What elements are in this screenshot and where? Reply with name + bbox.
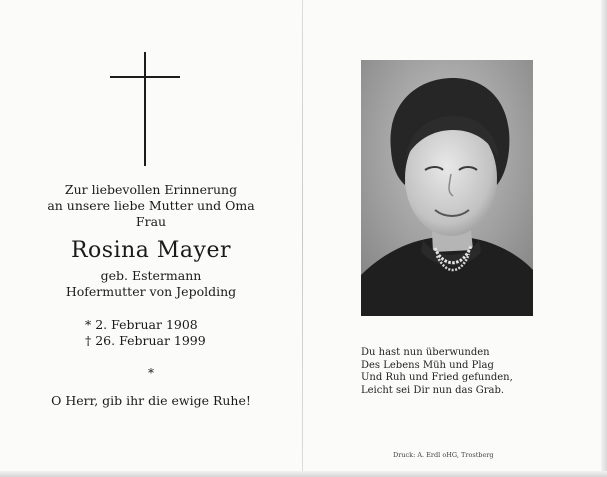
poem-line: Und Ruh und Fried gefunden, xyxy=(361,372,513,383)
cross-icon xyxy=(110,52,180,166)
cross-horizontal-bar xyxy=(110,76,180,78)
card-fold xyxy=(302,0,303,477)
card-edge-shadow-right xyxy=(601,0,607,477)
dedication-line: an unsere liebe Mutter und Oma xyxy=(47,198,255,213)
memorial-poem xyxy=(361,347,513,397)
prayer-line: O Herr, gib ihr die ewige Ruhe! xyxy=(51,393,251,408)
portrait-illustration xyxy=(361,60,533,316)
cross-vertical-bar xyxy=(144,52,146,166)
life-dates xyxy=(85,317,206,349)
printer-credit: Druck: A. Erdl oHG, Trostberg xyxy=(393,451,494,459)
poem-line: Leicht sei Dir nun das Grab. xyxy=(361,384,505,396)
name-subtitle xyxy=(0,268,302,300)
deceased-name: Rosina Mayer xyxy=(70,238,232,263)
separator-star: * xyxy=(148,366,154,380)
poem-line: Des Lebens Müh und Plag xyxy=(361,359,494,371)
card-edge-shadow-bottom xyxy=(0,471,607,477)
dedication-line: Zur liebevollen Erinnerung xyxy=(64,182,238,197)
maiden-name: geb. Estermann xyxy=(100,268,202,283)
portrait-photo xyxy=(361,60,533,316)
birth-date: * 2. Februar 1908 xyxy=(85,317,198,332)
farm-title: Hofermutter von Jepolding xyxy=(65,284,237,299)
dedication-line: Frau xyxy=(135,214,167,229)
poem-line: Du hast nun überwunden xyxy=(361,347,490,358)
dedication xyxy=(0,182,302,230)
death-date: † 26. Februar 1999 xyxy=(85,333,206,348)
